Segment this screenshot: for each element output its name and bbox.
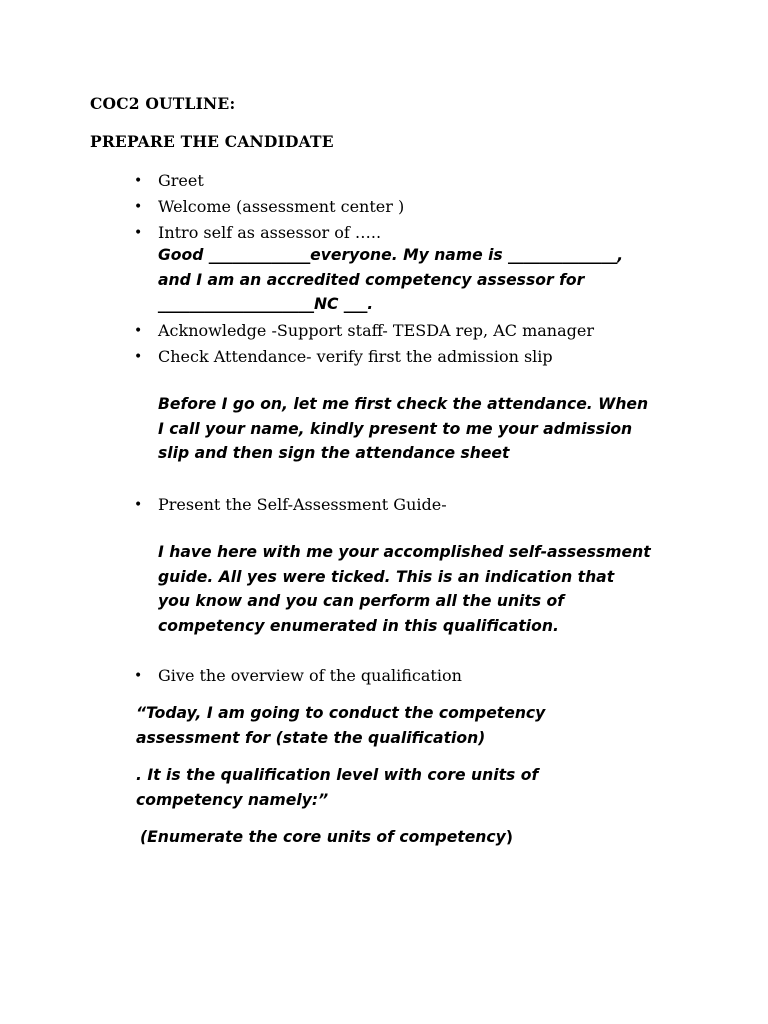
intro-script	[158, 243, 718, 317]
overview-script	[136, 701, 736, 750]
list-item-text: Present the Self-Assessment Guide-	[158, 495, 447, 514]
list-item-text: Give the overview of the qualification	[158, 666, 462, 685]
script-line: (Enumerate the core units of competency	[140, 828, 506, 846]
script-line: ____________________NC ___.	[158, 295, 374, 313]
script-line: you know and you can perform all the units of	[158, 592, 565, 610]
list-item-text: Intro self as assessor of …..	[158, 223, 382, 242]
list-item-text: Check Attendance- verify first the admission slip	[158, 347, 553, 366]
list-item-text: Acknowledge -Support staff- TESDA rep, AC manager	[158, 321, 594, 340]
script-line: guide. All yes were ticked. This is an indication that	[158, 567, 615, 586]
script-line: “Today, I am going to conduct the competency	[136, 704, 546, 722]
list-item-text: Greet	[158, 171, 204, 190]
script-line: I have here with me your accomplished self-assessment	[158, 543, 651, 561]
closing-paren: )	[505, 828, 513, 846]
script-line: and I am an accredited competency assessor for	[158, 270, 585, 289]
script-line: competency enumerated in this qualification.	[158, 616, 559, 635]
script-line: assessment for (state the qualification)	[136, 728, 486, 747]
enumerate-script	[140, 825, 740, 850]
bullet-icon: •	[134, 349, 143, 365]
script-line: . It is the qualification level with core units of	[136, 766, 539, 784]
document-title: COC2 OUTLINE:	[90, 94, 236, 113]
bullet-icon: •	[134, 668, 143, 684]
script-line: Good _____________everyone. My name is ______________,	[158, 246, 624, 264]
bullet-icon: •	[134, 173, 143, 189]
bullet-icon: •	[134, 497, 143, 513]
list-item-text: Welcome (assessment center )	[158, 197, 405, 216]
bullet-icon: •	[134, 225, 143, 241]
script-line: slip and then sign the attendance sheet	[158, 444, 510, 462]
attendance-script	[158, 392, 718, 466]
section-heading: PREPARE THE CANDIDATE	[90, 132, 334, 151]
guide-script	[158, 540, 718, 638]
bullet-icon: •	[134, 323, 143, 339]
level-script	[136, 763, 736, 812]
script-line: I call your name, kindly present to me your admission	[158, 419, 633, 438]
script-line: Before I go on, let me first check the attendance. When	[158, 395, 649, 413]
script-line: competency namely:”	[136, 790, 329, 809]
bullet-icon: •	[134, 199, 143, 215]
